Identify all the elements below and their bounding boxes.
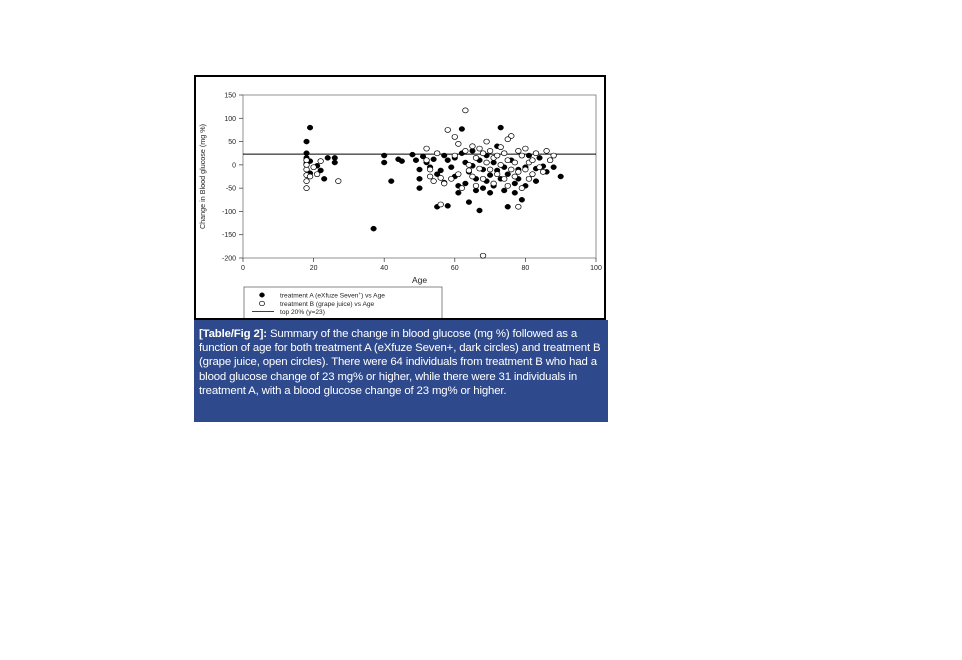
point-treatment-b xyxy=(540,169,546,174)
point-treatment-b xyxy=(512,174,518,179)
point-treatment-a xyxy=(325,155,331,160)
point-treatment-b xyxy=(551,153,557,158)
legend-label-a: treatment A (eXfuze Seven+) vs Age xyxy=(280,291,385,300)
point-treatment-b xyxy=(459,186,465,191)
point-treatment-a xyxy=(487,173,493,178)
point-treatment-b xyxy=(466,168,472,173)
point-treatment-b xyxy=(473,155,479,160)
point-treatment-a xyxy=(304,151,310,156)
point-treatment-b xyxy=(307,174,313,179)
point-treatment-b xyxy=(304,158,310,163)
point-treatment-a xyxy=(332,155,338,160)
point-treatment-b xyxy=(505,183,511,188)
point-treatment-b xyxy=(484,160,490,165)
point-treatment-a xyxy=(417,167,423,172)
point-treatment-b xyxy=(494,153,500,158)
point-treatment-b xyxy=(424,158,430,163)
point-treatment-a xyxy=(388,179,394,184)
point-treatment-b xyxy=(311,165,317,170)
point-treatment-b xyxy=(544,148,550,153)
point-treatment-b xyxy=(519,186,525,191)
point-treatment-b xyxy=(519,153,525,158)
point-treatment-a xyxy=(413,158,419,163)
point-treatment-b xyxy=(314,172,320,177)
point-treatment-b xyxy=(463,148,469,153)
point-treatment-b xyxy=(480,253,486,258)
legend-marker-b xyxy=(260,301,265,305)
point-treatment-b xyxy=(434,151,440,156)
point-treatment-b xyxy=(427,167,433,172)
point-treatment-b xyxy=(526,176,532,181)
point-treatment-b xyxy=(484,139,490,144)
point-treatment-b xyxy=(431,179,437,184)
y-tick-label: 150 xyxy=(224,92,236,100)
point-treatment-b xyxy=(498,162,504,167)
point-treatment-b xyxy=(533,151,539,156)
y-tick-label: 100 xyxy=(224,115,236,123)
x-tick-label: 0 xyxy=(241,265,245,272)
point-treatment-b xyxy=(424,146,430,151)
point-treatment-a xyxy=(417,176,423,181)
point-treatment-b xyxy=(466,162,472,167)
point-treatment-b xyxy=(463,108,469,113)
point-treatment-b xyxy=(494,172,500,177)
point-treatment-b xyxy=(456,172,462,177)
point-treatment-b xyxy=(505,137,511,142)
point-treatment-b xyxy=(477,146,483,151)
legend-label-line: top 20% (y=23) xyxy=(280,309,325,316)
point-treatment-b xyxy=(505,158,511,163)
point-treatment-a xyxy=(558,174,564,179)
y-tick-label: -50 xyxy=(225,185,236,193)
point-treatment-b xyxy=(477,166,483,171)
point-treatment-a xyxy=(332,160,338,165)
point-treatment-a xyxy=(519,197,525,202)
y-axis-label: Change in Blood glucose (mg %) xyxy=(198,123,207,230)
point-treatment-a xyxy=(381,153,387,158)
point-treatment-b xyxy=(441,181,447,186)
point-treatment-b xyxy=(304,167,310,172)
point-treatment-b xyxy=(456,141,462,146)
point-treatment-b xyxy=(438,202,444,207)
point-treatment-a xyxy=(459,126,465,131)
point-treatment-b xyxy=(304,162,310,167)
point-treatment-b xyxy=(523,167,529,172)
point-treatment-a xyxy=(445,203,451,208)
point-treatment-a xyxy=(441,153,447,158)
point-treatment-b xyxy=(512,160,518,165)
point-treatment-a xyxy=(551,165,557,170)
point-treatment-b xyxy=(508,167,514,172)
point-treatment-b xyxy=(304,179,310,184)
point-treatment-a xyxy=(371,226,377,231)
point-treatment-a xyxy=(512,181,518,186)
point-treatment-b xyxy=(448,176,454,181)
point-treatment-b xyxy=(547,158,553,163)
point-treatment-a xyxy=(321,176,327,181)
point-treatment-a xyxy=(501,188,507,193)
point-treatment-b xyxy=(445,127,451,132)
point-treatment-a xyxy=(498,125,504,130)
point-treatment-b xyxy=(470,144,476,149)
point-treatment-a xyxy=(448,165,454,170)
point-treatment-b xyxy=(501,176,507,181)
point-treatment-b xyxy=(452,153,458,158)
point-treatment-b xyxy=(336,179,342,184)
point-treatment-a xyxy=(487,190,493,195)
point-treatment-b xyxy=(523,146,529,151)
point-treatment-b xyxy=(427,174,433,179)
point-treatment-a xyxy=(533,179,539,184)
y-tick-label: -200 xyxy=(221,255,236,263)
point-treatment-a xyxy=(307,125,313,130)
y-tick-label: -100 xyxy=(221,208,236,216)
point-treatment-b xyxy=(452,134,458,139)
point-treatment-b xyxy=(470,174,476,179)
point-treatment-b xyxy=(516,204,522,209)
caption-text: Summary of the change in blood glucose (mg %) followed as a function of age for both treatment A (eXfuze Seven+, dark circles) and treatment B (grape juice, open circles). There were 64 individuals from treatment B who had a blood glucose change of 23 mg% or higher, while there were 31 individuals in treatment A, with a blood glucose change of 23 mg% or higher. xyxy=(199,328,601,397)
point-treatment-b xyxy=(318,159,324,164)
point-treatment-b xyxy=(438,175,444,180)
point-treatment-a xyxy=(445,158,451,163)
point-treatment-a xyxy=(466,200,472,205)
figure-caption xyxy=(194,320,608,422)
scatter-chart xyxy=(196,77,604,318)
caption-label: [Table/Fig 2]: xyxy=(199,328,267,340)
point-treatment-a xyxy=(505,204,511,209)
point-treatment-b xyxy=(516,148,522,153)
point-treatment-b xyxy=(473,183,479,188)
point-treatment-b xyxy=(537,165,543,170)
x-tick-label: 20 xyxy=(309,265,318,272)
point-treatment-b xyxy=(487,167,493,172)
point-treatment-b xyxy=(501,151,507,156)
y-tick-label: 50 xyxy=(228,139,236,147)
point-treatment-a xyxy=(473,188,479,193)
x-tick-label: 40 xyxy=(380,265,389,272)
point-treatment-a xyxy=(512,190,518,195)
legend-label-b: treatment B (grape juice) vs Age xyxy=(280,301,375,308)
point-treatment-b xyxy=(480,176,486,181)
point-treatment-a xyxy=(456,190,462,195)
point-treatment-a xyxy=(505,172,511,177)
point-treatment-b xyxy=(487,148,493,153)
point-treatment-a xyxy=(399,159,405,164)
point-treatment-a xyxy=(470,148,476,153)
point-treatment-a xyxy=(410,152,416,157)
point-treatment-b xyxy=(491,181,497,186)
point-treatment-b xyxy=(480,151,486,156)
point-treatment-b xyxy=(530,172,536,177)
point-treatment-a xyxy=(438,168,444,173)
point-treatment-b xyxy=(516,169,522,174)
x-axis-label: Age xyxy=(411,275,428,285)
point-treatment-a xyxy=(304,139,310,144)
point-treatment-a xyxy=(417,186,423,191)
point-treatment-a xyxy=(480,186,486,191)
point-treatment-b xyxy=(530,158,536,163)
x-tick-label: 60 xyxy=(450,265,459,272)
point-treatment-a xyxy=(491,160,497,165)
point-treatment-a xyxy=(526,153,532,158)
y-tick-label: 0 xyxy=(232,162,236,170)
figure-frame xyxy=(194,75,606,320)
y-tick-label: -150 xyxy=(221,232,236,240)
point-treatment-a xyxy=(381,160,387,165)
point-treatment-b xyxy=(498,145,504,150)
point-treatment-b xyxy=(304,186,310,191)
legend-marker-a xyxy=(260,293,265,297)
point-treatment-a xyxy=(537,155,543,160)
point-treatment-a xyxy=(431,157,437,162)
x-tick-label: 80 xyxy=(521,265,530,272)
x-tick-label: 100 xyxy=(590,265,602,272)
point-treatment-a xyxy=(477,208,483,213)
point-treatment-a xyxy=(463,181,469,186)
